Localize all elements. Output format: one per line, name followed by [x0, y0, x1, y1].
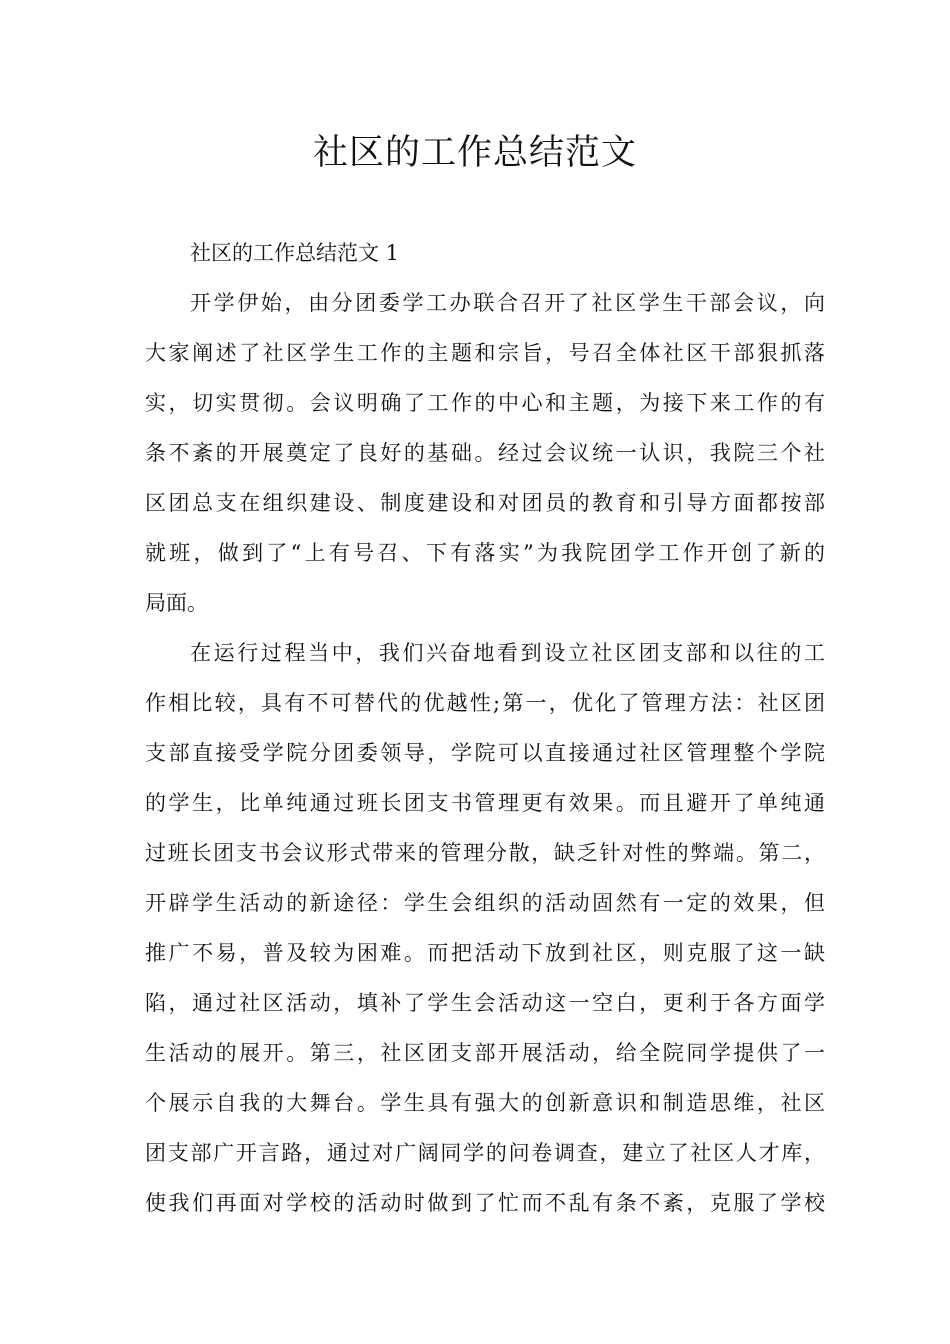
paragraph-line: 就班，做到了“上有号召、下有落实”为我院团学工作开创了新的	[145, 541, 825, 565]
paragraph-line: 团支部广开言路，通过对广阔同学的问卷调查，建立了社区人才库，	[145, 1141, 825, 1165]
paragraph-2	[145, 628, 825, 1228]
paragraph-line: 过班长团支书会议形式带来的管理分散，缺乏针对性的弊端。第二，	[145, 841, 825, 865]
paragraph-line: 推广不易，普及较为困难。而把活动下放到社区，则克服了这一缺	[145, 941, 825, 965]
paragraph-line: 的学生，比单纯通过班长团支书管理更有效果。而且避开了单纯通	[145, 791, 825, 815]
paragraph-line: 实，切实贯彻。会议明确了工作的中心和主题，为接下来工作的有	[145, 391, 825, 415]
paragraph-line: 条不紊的开展奠定了良好的基础。经过会议统一认识，我院三个社	[145, 441, 825, 465]
paragraph-line: 使我们再面对学校的活动时做到了忙而不乱有条不紊，克服了学校	[145, 1191, 825, 1215]
paragraph-1	[145, 278, 825, 628]
paragraph-line: 个展示自我的大舞台。学生具有强大的创新意识和制造思维，社区	[145, 1091, 825, 1115]
document-body	[145, 228, 825, 1228]
paragraph-line: 陷，通过社区活动，填补了学生会活动这一空白，更利于各方面学	[145, 991, 825, 1015]
paragraph-line: 作相比较，具有不可替代的优越性;第一，优化了管理方法：社区团	[145, 691, 825, 715]
paragraph-line: 开辟学生活动的新途径：学生会组织的活动固然有一定的效果，但	[145, 891, 825, 915]
paragraph-line: 区团总支在组织建设、制度建设和对团员的教育和引导方面都按部	[145, 491, 825, 515]
paragraph-line: 大家阐述了社区学生工作的主题和宗旨，号召全体社区干部狠抓落	[145, 341, 825, 365]
document-title: 社区的工作总结范文	[312, 133, 637, 173]
paragraph-line: 在运行过程当中，我们兴奋地看到设立社区团支部和以往的工	[190, 641, 825, 665]
paragraph-line: 生活动的展开。第三，社区团支部开展活动，给全院同学提供了一	[145, 1041, 825, 1065]
paragraph-line: 支部直接受学院分团委领导，学院可以直接通过社区管理整个学院	[145, 741, 825, 765]
section-heading: 社区的工作总结范文 1	[190, 241, 400, 265]
paragraph-line: 开学伊始，由分团委学工办联合召开了社区学生干部会议，向	[190, 291, 825, 315]
paragraph-line: 局面。	[145, 591, 208, 615]
